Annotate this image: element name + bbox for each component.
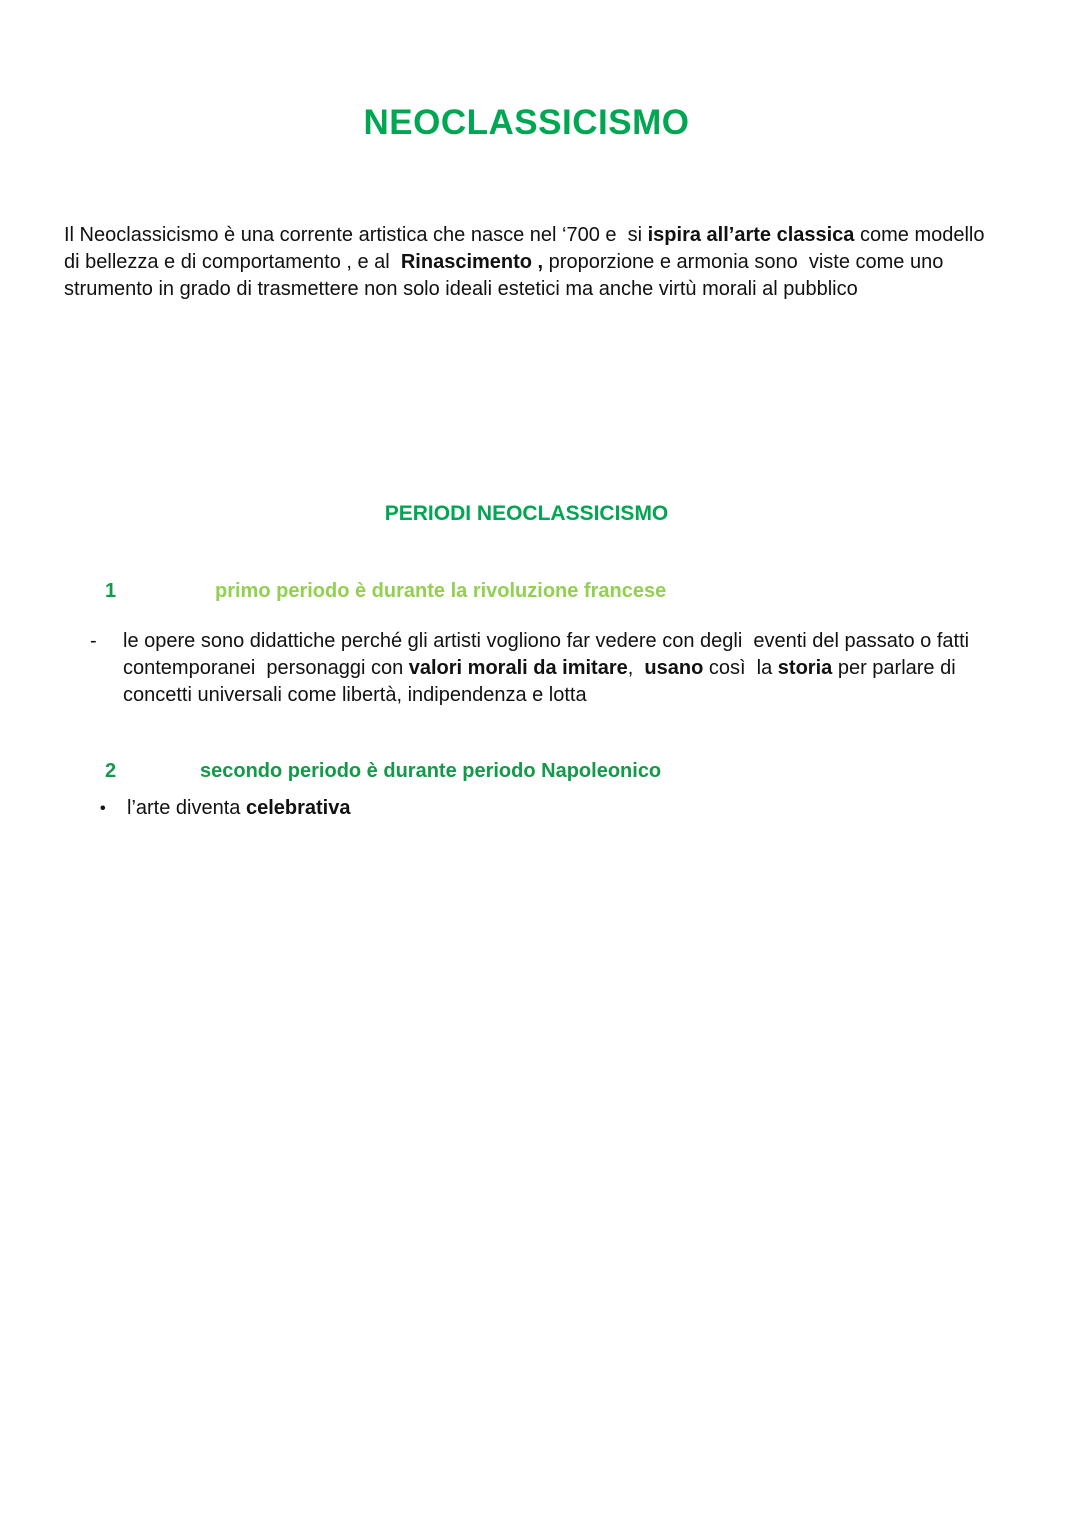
p1-bullet-run-3: , (627, 657, 645, 679)
intro-paragraph (64, 222, 989, 303)
intro-run-5: proporzione e armonia sono viste come uno strumento in grado di trasmettere non solo ideali estetici ma anche virtù morali al pubblico (64, 251, 949, 300)
p2-bullet-run-1: l’arte diventa (127, 797, 246, 819)
p1-bullet-run-1: le opere sono didattiche perché gli artisti vogliono far vedere con degli eventi del passato o fatti contemporanei personaggi con (123, 630, 975, 679)
dot-bullet-marker: • (100, 800, 106, 817)
period-1-heading (64, 578, 989, 605)
period-2-heading-text: secondo periodo è durante periodo Napoleonico (200, 760, 662, 782)
p1-bullet-run-7: per parlare di concetti universali come libertà, indipendenza e lotta (123, 657, 962, 706)
period-1-heading-text: primo periodo è durante la rivoluzione francese (215, 580, 667, 602)
period-2-bullet-item (64, 795, 989, 822)
page-title: NEOCLASSICISMO (363, 103, 690, 142)
periods-section-heading: PERIODI NEOCLASSICISMO (384, 502, 669, 525)
period-1-number: 1 (105, 580, 117, 602)
dash-bullet-marker: - (90, 630, 97, 652)
intro-run-4-bold: Rinascimento , (400, 251, 544, 273)
p2-bullet-run-2-bold: celebrativa (245, 797, 351, 819)
p1-bullet-run-6-bold: storia (777, 657, 833, 679)
period-1-bullet-text (123, 628, 985, 709)
p1-bullet-run-5: così la (703, 657, 778, 679)
p1-bullet-run-4-bold: usano (644, 657, 704, 679)
period-2-bullet-text (127, 795, 350, 822)
period-2-number: 2 (105, 760, 117, 782)
period-2-heading (64, 758, 989, 785)
p1-bullet-run-2-bold: valori morali da imitare (408, 657, 628, 679)
period-1-bullet-item (64, 628, 989, 709)
intro-run-3: come modello di bellezza e di comportamento , e al (64, 224, 991, 273)
intro-run-1: Il Neoclassicismo è una corrente artistica che nasce nel ‘700 e si (64, 224, 648, 246)
intro-run-2-bold: ispira all’arte classica (647, 224, 855, 246)
